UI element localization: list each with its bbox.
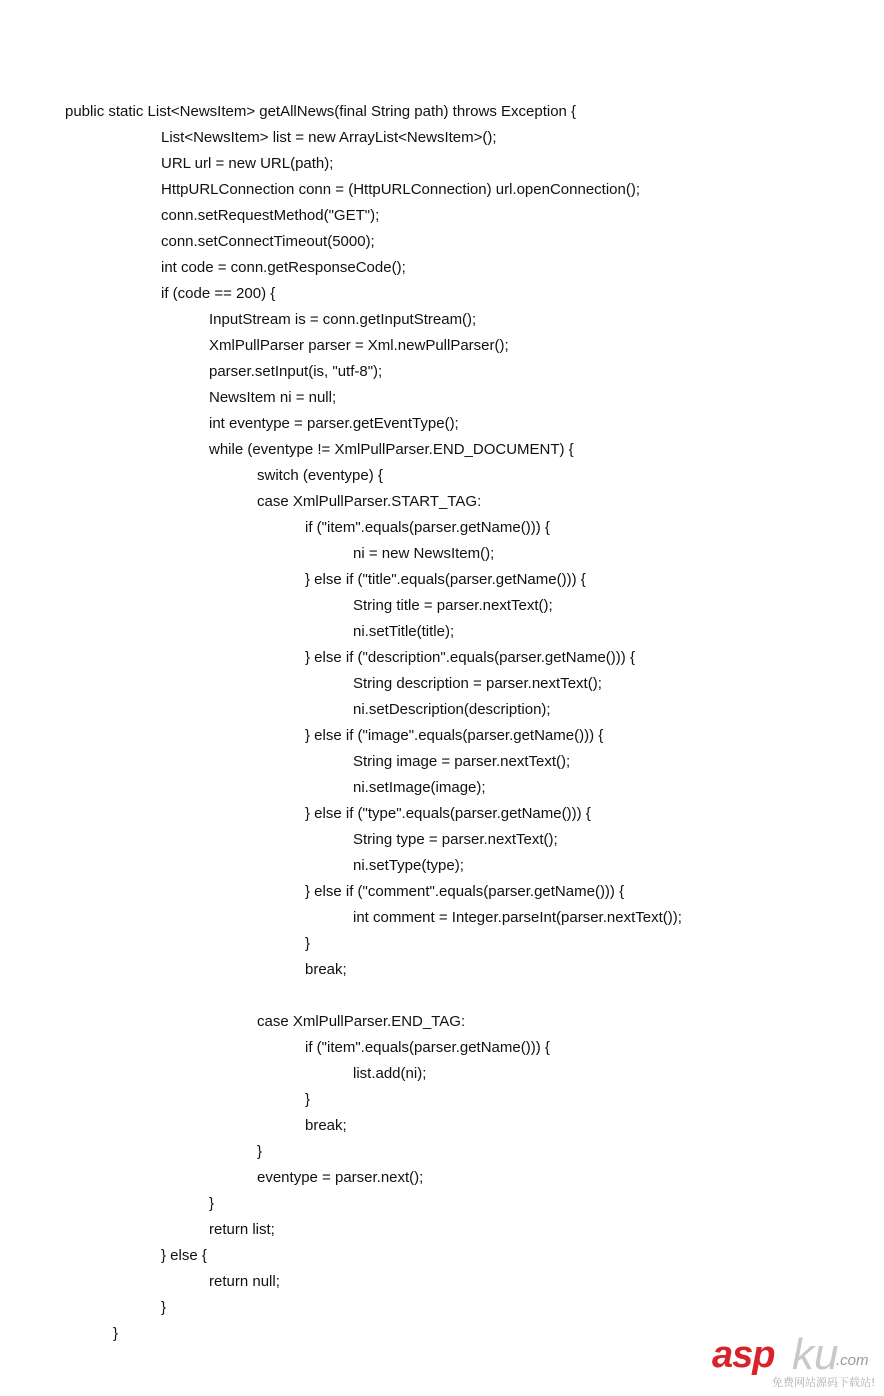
code-line: conn.setRequestMethod("GET"); bbox=[161, 207, 380, 224]
code-line: if (code == 200) { bbox=[161, 285, 276, 302]
code-line: int comment = Integer.parseInt(parser.nextText()); bbox=[353, 909, 682, 926]
watermark-domain-suffix: .com bbox=[836, 1352, 869, 1369]
code-line: switch (eventype) { bbox=[257, 467, 383, 484]
watermark-brand-asp: asp bbox=[712, 1334, 775, 1376]
code-line: list.add(ni); bbox=[353, 1065, 427, 1082]
code-line: InputStream is = conn.getInputStream(); bbox=[209, 311, 477, 328]
code-line: ni.setType(type); bbox=[353, 857, 464, 874]
code-line: conn.setConnectTimeout(5000); bbox=[161, 233, 375, 250]
code-line: HttpURLConnection conn = (HttpURLConnection) url.openConnection(); bbox=[161, 181, 641, 198]
code-line: } else if ("image".equals(parser.getName())) { bbox=[305, 727, 604, 744]
code-line: case XmlPullParser.START_TAG: bbox=[257, 493, 482, 510]
code-line: parser.setInput(is, "utf-8"); bbox=[209, 363, 383, 380]
code-line: } else if ("comment".equals(parser.getName())) { bbox=[305, 883, 625, 900]
watermark-brand-ku: ku bbox=[792, 1330, 839, 1379]
code-line: String title = parser.nextText(); bbox=[353, 597, 553, 614]
code-line: } bbox=[305, 1091, 311, 1108]
code-line: ni.setImage(image); bbox=[353, 779, 486, 796]
code-line: } else if ("title".equals(parser.getName())) { bbox=[305, 571, 586, 588]
code-line: String description = parser.nextText(); bbox=[353, 675, 602, 692]
code-line: return null; bbox=[209, 1273, 280, 1290]
code-line: } else if ("type".equals(parser.getName())) { bbox=[305, 805, 591, 822]
code-line: } else { bbox=[161, 1247, 207, 1264]
code-line: break; bbox=[305, 1117, 347, 1134]
code-line: } else if ("description".equals(parser.getName())) { bbox=[305, 649, 635, 666]
code-line: XmlPullParser parser = Xml.newPullParser(); bbox=[209, 337, 509, 354]
code-line: } bbox=[209, 1195, 215, 1212]
aspku-watermark-logo bbox=[712, 1330, 884, 1396]
code-line: int code = conn.getResponseCode(); bbox=[161, 259, 406, 276]
code-line: public static List<NewsItem> getAllNews(final String path) throws Exception { bbox=[65, 103, 577, 120]
code-line: if ("item".equals(parser.getName())) { bbox=[305, 519, 550, 536]
code-line: break; bbox=[305, 961, 347, 978]
code-line: case XmlPullParser.END_TAG: bbox=[257, 1013, 466, 1030]
code-line: ni.setDescription(description); bbox=[353, 701, 551, 718]
code-line: eventype = parser.next(); bbox=[257, 1169, 424, 1186]
code-line: while (eventype != XmlPullParser.END_DOCUMENT) { bbox=[209, 441, 574, 458]
code-line: NewsItem ni = null; bbox=[209, 389, 337, 406]
code-line: String type = parser.nextText(); bbox=[353, 831, 558, 848]
code-line: ni = new NewsItem(); bbox=[353, 545, 495, 562]
code-line: } bbox=[257, 1143, 263, 1160]
code-line: List<NewsItem> list = new ArrayList<NewsItem>(); bbox=[161, 129, 497, 146]
code-line: ni.setTitle(title); bbox=[353, 623, 455, 640]
code-line: int eventype = parser.getEventType(); bbox=[209, 415, 459, 432]
watermark-slogan: 免费网站源码下载站! bbox=[772, 1376, 876, 1389]
code-line: URL url = new URL(path); bbox=[161, 155, 334, 172]
code-line: } bbox=[305, 935, 311, 952]
code-line: } bbox=[113, 1325, 119, 1342]
code-line: String image = parser.nextText(); bbox=[353, 753, 571, 770]
code-line: } bbox=[161, 1299, 167, 1316]
code-line: return list; bbox=[209, 1221, 275, 1238]
code-line: if ("item".equals(parser.getName())) { bbox=[305, 1039, 550, 1056]
